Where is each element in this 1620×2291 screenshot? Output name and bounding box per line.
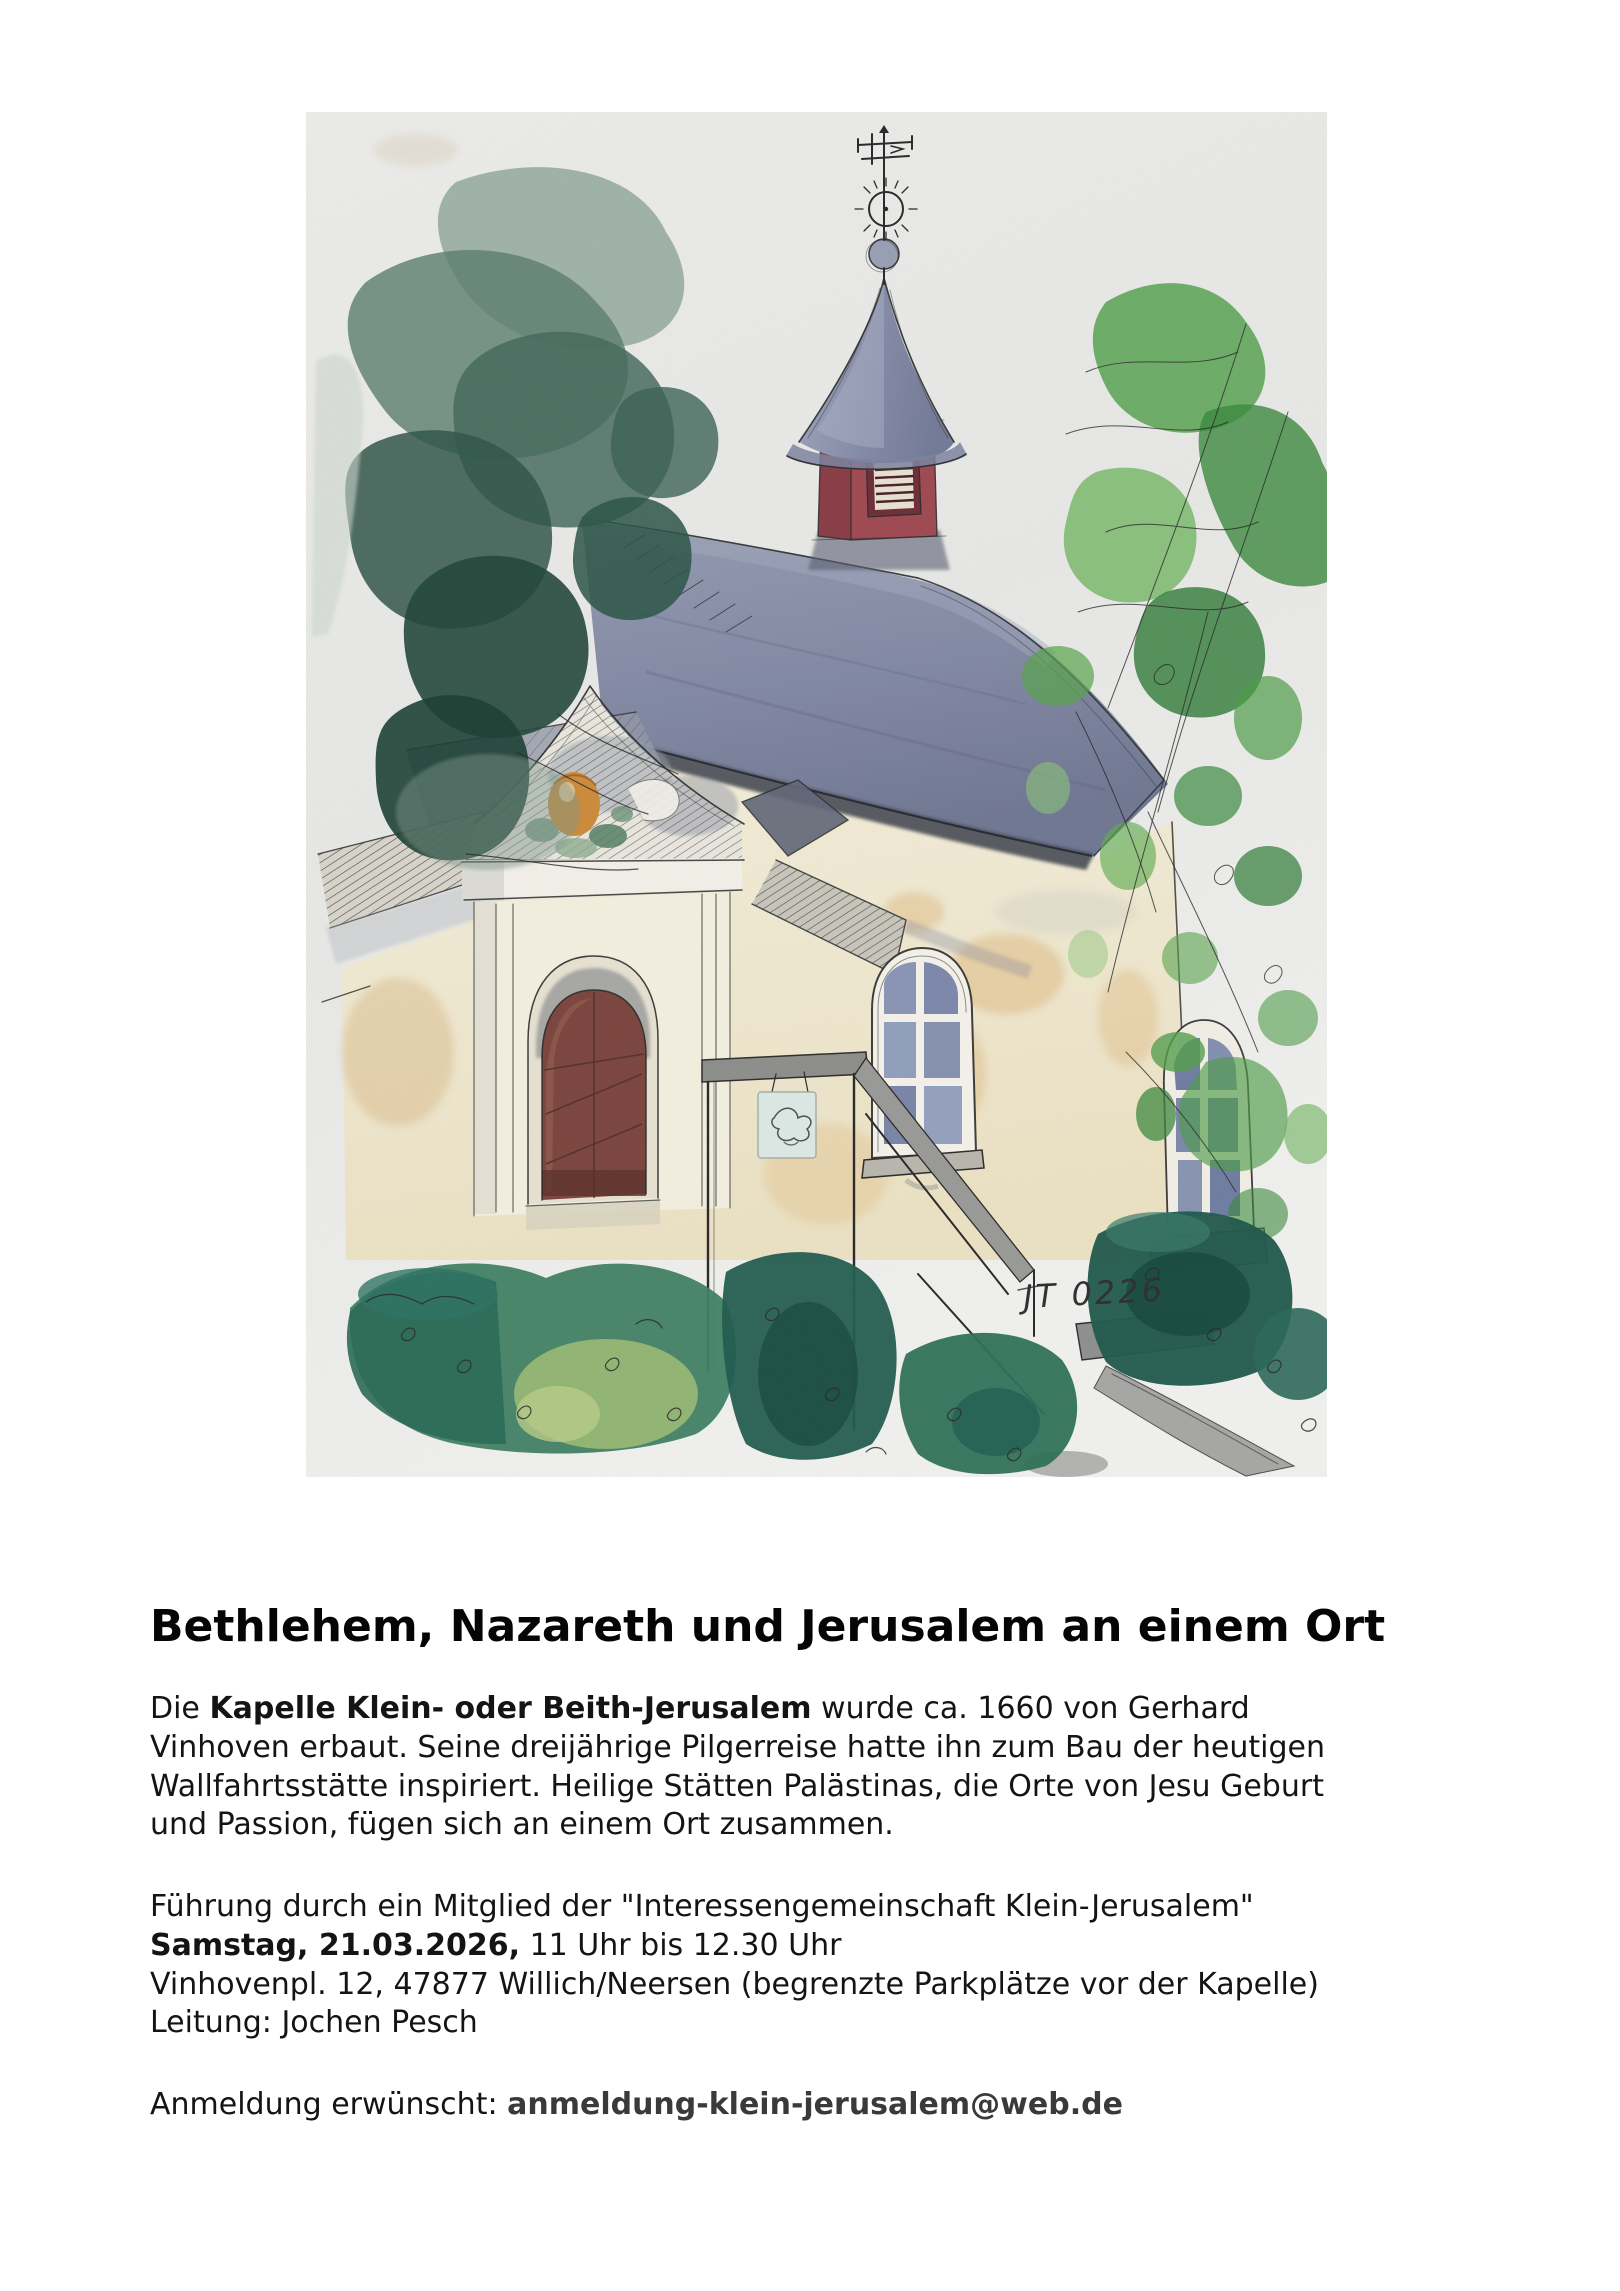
text-segment: Wallfahrtsstätte inspiriert. Heilige Stätten Palästinas, die Orte von Jesu Geburt	[150, 1768, 1324, 1804]
paragraph-registration	[150, 2086, 1520, 2125]
email-address: anmeldung-klein-jerusalem@web.de	[507, 2087, 1123, 2122]
text-segment: Samstag, 21.03.2026,	[150, 1927, 521, 1963]
chapel-watercolor-image	[306, 112, 1327, 1477]
text-segment: Führung durch ein Mitglied der "Interessengemeinschaft Klein-Jerusalem"	[150, 1889, 1254, 1924]
flyer-title: Bethlehem, Nazareth und Jerusalem an einem Ort	[150, 1601, 1386, 1653]
paragraph-event-details	[150, 1888, 1520, 2043]
paper-grain	[306, 112, 1327, 1477]
text-segment: Die	[150, 1691, 210, 1726]
paragraph-history	[150, 1690, 1520, 1845]
text-segment: Vinhoven erbaut. Seine dreijährige Pilgerreise hatte ihn zum Bau der heutigen	[150, 1729, 1326, 1765]
text-segment: 11 Uhr bis 12.30 Uhr	[520, 1927, 842, 1963]
text-segment: Vinhovenpl. 12, 47877 Willich/Neersen (begrenzte Parkplätze vor der Kapelle)	[150, 1966, 1319, 2002]
text-segment: Leitung: Jochen Pesch	[150, 2005, 478, 2041]
text-segment: Anmeldung erwünscht:	[150, 2087, 508, 2122]
watercolor-svg	[306, 112, 1327, 1477]
text-segment: und Passion, fügen sich an einem Ort zusammen.	[150, 1807, 894, 1843]
text-segment: Kapelle Klein- oder Beith-Jerusalem	[209, 1691, 812, 1726]
text-segment: wurde ca. 1660 von Gerhard	[811, 1691, 1250, 1726]
